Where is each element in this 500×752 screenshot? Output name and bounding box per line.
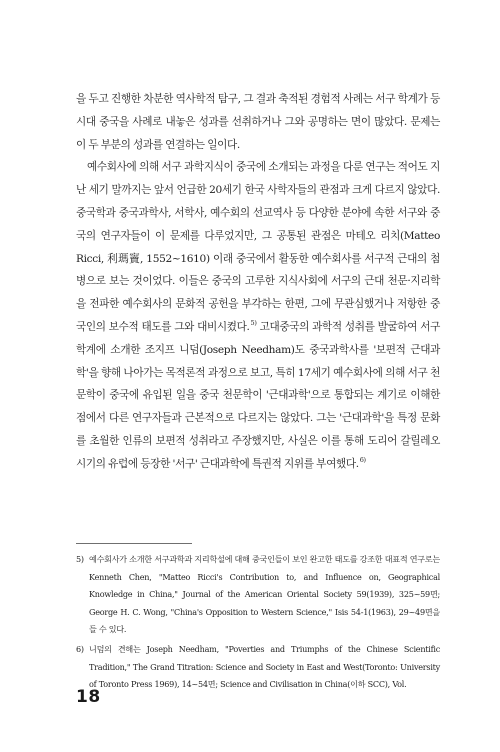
page-number: 18 [76, 687, 101, 707]
paragraph-2 [76, 156, 440, 475]
footnotes [76, 551, 440, 696]
footnote-ref-5: 5) [250, 318, 257, 327]
paragraph-2-part-2: 고대중국의 과학적 성취를 발굴하여 서구 학계에 소개한 조지프 니덤(Joseph Needham)도 중국과학사를 '보편적 근대과학'을 향해 나아가는 목적론적 과정으로 보고, 특히 17세기 예수회사에 의해 서구 천문학이 중국에 유입된 일을 중국 천문학이 '근대과학'으로 통합되는 계기로 이해한 점에서 다른 연구자들과 근본적으로 다르지는 않았다. 그는 '근대과학'을 특정 문화를 초월한 인류의 보편적 성취라고 주장했지만, 사실은 이를 통해 도리어 갈릴레오 시기의 유럽에 등장한 '서구' 근대과학에 특권적 지위를 부여했다. [76, 320, 440, 470]
body-text [76, 88, 440, 476]
footnote-text: 니덤의 견해는 Joseph Needham, "Poverties and Triumphs of the Chinese Scientific Tradition," The Grand Titration: Science and Society in East and West(Toronto: University of Toronto Press 1969), 14~54면; Science and Civilisation in China(이하 SCC), Vol. [89, 643, 440, 690]
footnote-text: 예수회사가 소개한 서구과학과 지리학설에 대해 중국인들이 보인 완고한 태도를 강조한 대표적 연구로는 Kenneth Chen, "Matteo Ricci's Contribution to, and Influence on, Geographical Knowledge in China," Journal of the American Oriental Society 59(1939), 325~59면; George H. C. Wong, "China's Opposition to Western Science," Isis 54-1(1963), 29~49면을 들 수 있다. [89, 554, 441, 635]
paragraph-2-part-1: 예수회사에 의해 서구 과학지식이 중국에 소개되는 과정을 다룬 연구는 적어도 지난 세기 말까지는 앞서 언급한 20세기 한국 사학자들의 관점과 크게 다르지 않았다. 중국학과 중국과학사, 서학사, 예수회의 선교역사 등 다양한 분야에 속한 서구와 중국의 연구자들이 이 문제를 다루었지만, 그 공통된 관점은 마테오 리치(Matteo Ricci, 利瑪竇, 1552~1610) 이래 중국에서 활동한 예수회사를 서구적 근대의 첨병으로 보는 것이었다. 이들은 중국의 고루한 지식사회에 서구의 근대 천문·지리학을 전파한 예수회사의 문화적 공헌을 부각하는 한편, 그에 무관심했거나 저항한 중국인의 보수적 태도를 그와 대비시켰다. [76, 161, 440, 333]
footnote-number: 5) [76, 554, 84, 564]
footnote-ref-6: 6) [359, 455, 366, 464]
footnote-divider [76, 543, 192, 544]
footnote-5 [76, 551, 440, 639]
paragraph-1: 을 두고 진행한 차분한 역사학적 탐구, 그 결과 축적된 경험적 사례는 서구 학계가 등시대 중국을 사례로 내놓은 성과를 선취하거나 그와 공명하는 면이 많았다. 문제는 이 두 부분의 성과를 연결하는 일이다. [76, 93, 440, 151]
footnote-number: 6) [76, 643, 84, 654]
footnote-6 [76, 641, 440, 694]
